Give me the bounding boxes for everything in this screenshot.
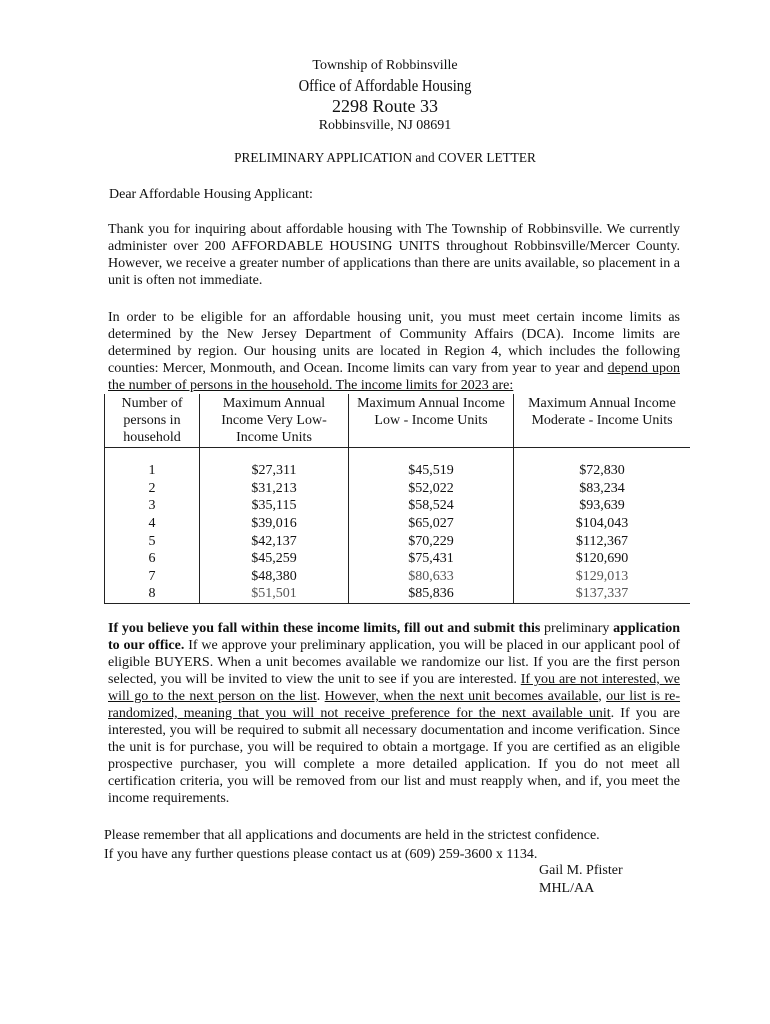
low-cell: $58,524 <box>349 497 514 515</box>
instructions-underline-3: our list is re-randomized, meaning that you will not receive preference for the next available unit <box>108 689 681 721</box>
table-header-row <box>105 394 691 448</box>
persons-cell: 1 <box>105 462 200 480</box>
very-low-cell: $51,501 <box>200 585 349 603</box>
persons-cell: 7 <box>105 568 200 586</box>
moderate-cell: $72,830 <box>579 463 625 479</box>
low-cell: $45,519 <box>349 462 514 480</box>
very-low-cell: $27,311 <box>200 462 349 480</box>
low-cell: $70,229 <box>349 532 514 550</box>
very-low-cell: $31,213 <box>200 480 349 498</box>
instructions-text-2: If we approve your preliminary application, you will be placed in our applicant pool of eligible BUYERS. When a unit becomes available we randomize our list. If you are the first person selected, you will be invited to view the unit to see if you are interested. <box>108 638 680 687</box>
header-township: Township of Robbinsville <box>312 58 458 73</box>
eligibility-underlined-text: depend upon the number of persons in the household. The income limits for 2023 are: <box>108 361 680 393</box>
low-cell: $80,633 <box>349 568 514 586</box>
header-low-income: Maximum Annual Income Low - Income Units <box>349 394 514 448</box>
header-very-low-income: Maximum Annual Income Very Low-Income Units <box>200 394 349 448</box>
persons-cell: 6 <box>105 550 200 568</box>
instructions-text-4: , <box>598 689 607 704</box>
instructions-bold-2: application to our office. <box>108 621 681 653</box>
moderate-cell: $83,234 <box>579 480 625 496</box>
header-city: Robbinsville, NJ 08691 <box>318 118 452 133</box>
persons-cell: 3 <box>105 497 200 515</box>
header-moderate-income: Maximum Annual Income Moderate - Income Units <box>514 394 691 448</box>
instructions-bold-1: If you believe you fall within these income limits, fill out and submit this <box>108 621 541 636</box>
eligibility-paragraph <box>108 309 680 394</box>
very-low-cell: $35,115 <box>200 497 349 515</box>
persons-cell: 5 <box>105 532 200 550</box>
table-row <box>105 480 691 498</box>
closing-block <box>104 826 600 864</box>
table-row <box>105 585 691 603</box>
table-row <box>105 550 691 568</box>
instructions-underline-2: However, when the next unit becomes available <box>324 689 599 704</box>
moderate-cell: $104,043 <box>575 516 629 532</box>
income-limits-table <box>104 394 690 604</box>
moderate-cell: $112,367 <box>576 533 628 549</box>
table-row <box>105 532 691 550</box>
document-title: PRELIMINARY APPLICATION and COVER LETTER <box>234 151 536 166</box>
very-low-cell: $39,016 <box>200 515 349 533</box>
table-row <box>105 462 691 480</box>
low-cell: $52,022 <box>349 480 514 498</box>
table-row <box>105 497 691 515</box>
instructions-underline-1: If you are not interested, we will go to the next person on the list <box>108 672 680 704</box>
persons-cell: 4 <box>105 515 200 533</box>
signature-title: MHL/AA <box>539 881 595 896</box>
instructions-text-1: preliminary <box>540 621 614 636</box>
moderate-cell: $93,639 <box>579 498 625 514</box>
moderate-cell: $129,013 <box>575 568 629 584</box>
very-low-cell: $45,259 <box>200 550 349 568</box>
eligibility-text: In order to be eligible for an affordable housing unit, you must meet certain income limits as determined by the New Jersey Department of Community Affairs (DCA). Income limits are determined by region. Our housing units are located in Region 4, which includes the following counties: Mercer, Monmouth, and Ocean. Income limits can vary from year to year and <box>108 310 680 376</box>
table-spacer-row <box>105 448 691 463</box>
very-low-cell: $48,380 <box>200 568 349 586</box>
low-cell: $65,027 <box>349 515 514 533</box>
very-low-cell: $42,137 <box>200 532 349 550</box>
moderate-cell: $137,337 <box>514 585 691 603</box>
salutation: Dear Affordable Housing Applicant: <box>109 187 313 202</box>
intro-paragraph: Thank you for inquiring about affordable housing with The Township of Robbinsville. We currently administer over 200 AFFORDABLE HOUSING UNITS throughout Robbinsville/Mercer County. However, we receive a greater number of applications than there are units available, so placement in a unit is often not immediate. <box>108 222 680 288</box>
header-street: 2298 Route 33 <box>332 96 438 116</box>
persons-cell: 2 <box>105 480 200 498</box>
contact-line: If you have any further questions please contact us at (609) 259-3600 x 1134. <box>104 847 538 862</box>
table-row <box>105 515 691 533</box>
header-office: Office of Affordable Housing <box>298 76 472 95</box>
moderate-cell: $120,690 <box>575 551 629 567</box>
persons-cell: 8 <box>105 585 200 603</box>
table-row <box>105 568 691 586</box>
instructions-text-3: . <box>316 689 325 704</box>
instructions-text-5: . If you are interested, you will be required to submit all necessary documentation and income verification. Since the unit is for purchase, you will be required to obtain a mortgage. If you are certified as an eligible prospective purchaser, you will complete a more detailed application. If you do not meet all certification criteria, you will be removed from our list and must reapply when, and if, you meet the income requirements. <box>108 706 681 806</box>
header-persons: Number of persons in household <box>105 394 200 448</box>
low-cell: $75,431 <box>349 550 514 568</box>
confidentiality-line: Please remember that all applications and documents are held in the strictest confidence. <box>104 828 600 843</box>
signature-name: Gail M. Pfister <box>539 863 623 878</box>
instructions-paragraph <box>108 620 680 807</box>
low-cell: $85,836 <box>349 585 514 603</box>
